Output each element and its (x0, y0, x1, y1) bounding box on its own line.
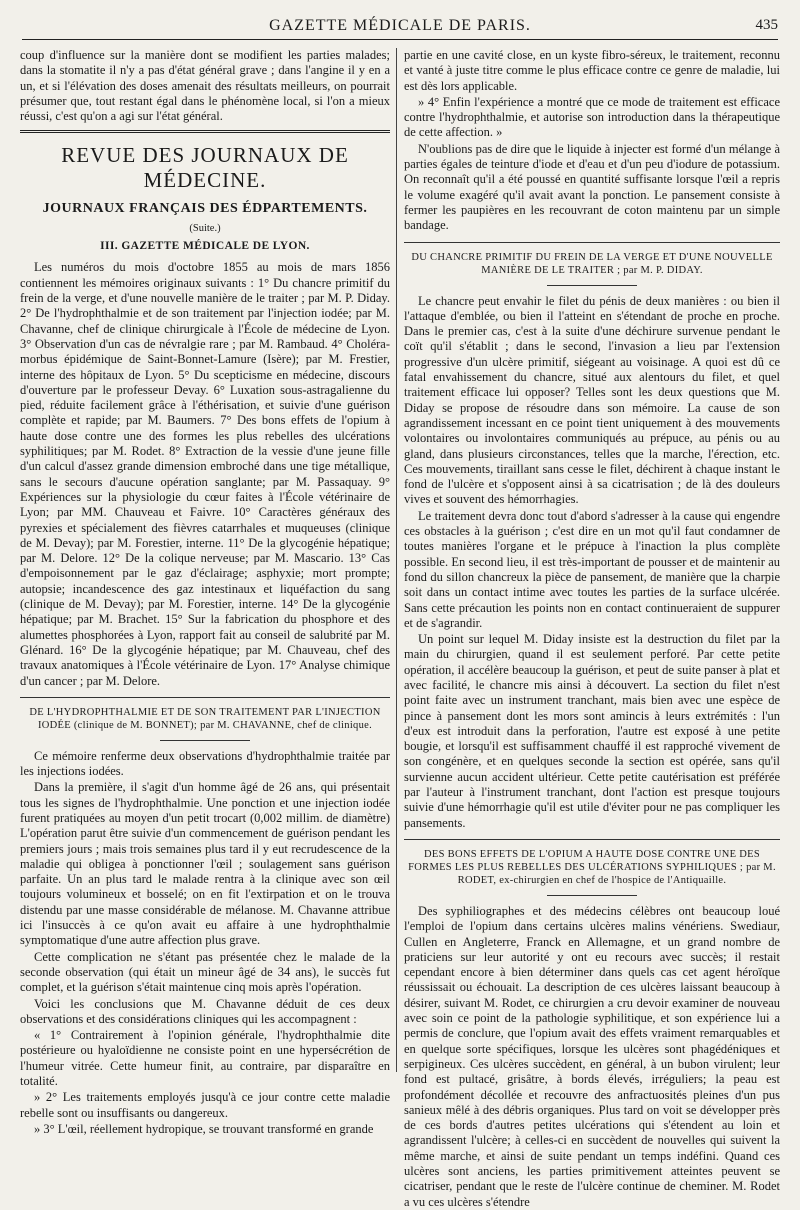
paragraph: Des syphiliographes et des médecins célèbres ont beaucoup loué l'emploi de l'opium dans certains ulcères malins vénériens. Swediaur, Cullen en Angleterre, Franck en Allemagne, et un grand nombre de praticiens sur leur autorité y ont eu recours avec succès; il restait cependant encore à bien déterminer dans quels cas cet agent héroïque réussissait ou échouait. La description de ces ulcères laissant beaucoup à désirer, suivant M. Rodet, ce chirurgien a cru devoir examiner de nouveau avec soin ce point de la pathologie syphilitique, et son expérience lui a permis de conclure, que l'opium avait des effets vraiment remarquables et en quelque sorte spécifiques, lorsque les ulcères sont phagédéniques et serpigineux. Ces ulcères succèdent, en général, à un bubon virulent; leur fond est pultacé, grisâtre, à bords élevés, irréguliers; la peau est profondément décollée et recouvre des anfractuosités pleines d'un pus sanieux mêlé à des débris organiques. Plus tard on voit se développer près de ces bords d'autres petites ulcérations qui s'étendent au loin et agrandissent l'ulcère; à celles-ci en succèdent de nouvelles qui suivent la même marche, et ainsi de suite pendant un temps indéfini. Quand ces ulcères sont anciens, les parties primitivement atteintes peuvent se cicatriser, pendant que le reste de l'ulcère continue de cheminer. M. Rodet a vu ces ulcères s'étendre (404, 903, 780, 1209)
paragraph: Voici les conclusions que M. Chavanne déduit de ces deux observations et des considérations cliniques qui les accompagnent : (20, 996, 390, 1026)
right-column (404, 48, 780, 1209)
article-divider (404, 839, 780, 840)
paragraph: coup d'influence sur la manière dont se modifient les parties malades; dans la stomatite il n'y a pas d'état général grave ; dans l'angine il y en a un, et si l'élévation des doses amenait des résultats meilleurs, on pourrait présumer que, tout restant égal dans le phénomène local, si l'on a mieux réussi, c'est qu'on a agi sur l'état général. (20, 48, 390, 124)
paragraph: Dans la première, il s'agit d'un homme âgé de 26 ans, qui présentait tous les signes de l'hydrophthalmie. Une ponction et une injection iodée furent pratiquées au moyen d'un petit trocart (0,002 millim. de diamètre) L'opération parut être suivie d'un commencement de guérison pendant les premiers jours ; mais trois semaines plus tard il y eut recrudescence de la maladie qui obligea à ponctionner l'œil ; soulagement sans guérison parfaite. Un an plus tard le malade rentra à la clinique avec son œil toujours volumineux et bosselé; on en fit l'extirpation et on le trouva distendu par une masse considérable de mélanose. M. Chavanne attribue ici l'insuccès à ce qu'on avait eu affaire à une hydrophthalmie symptomatique d'une autre affection plus grave. (20, 780, 390, 948)
suite-label: (Suite.) (189, 223, 221, 235)
article-heading: DE L'HYDROPHTHALMIE ET DE SON TRAITEMENT PAR L'INJECTION IODÉE (clinique de M. BONNET); par M. CHAVANNE, chef de clinique. (29, 706, 381, 731)
paragraph: » 2° Les traitements employés jusqu'à ce jour contre cette maladie rebelle sont ou insuffisants ou dangereux. (20, 1090, 390, 1120)
paragraph: N'oublions pas de dire que le liquide à injecter est formé d'un mélange à parties égales de teinture d'iode et d'eau et d'un peu d'iodure de potassium. On reconnaît qu'il a été poussé en quantité suffisante lorsque l'œil a repris le volume exagéré qu'il avait avant la ponction. Le pansement consiste à fermer les paupières en les recouvrant de coton maintenu par un simple bandage. (404, 141, 780, 233)
paragraph: » 4° Enfin l'expérience a montré que ce mode de traitement est efficace contre l'hydrophthalmie, et autorise son introduction dans la thérapeutique de cette affection. » (404, 94, 780, 140)
short-rule (160, 740, 250, 741)
page-header (22, 14, 778, 40)
section-divider (20, 130, 390, 133)
paragraph: Le chancre peut envahir le filet du pénis de deux manières : ou bien il l'attaque d'emblée, ou bien il l'atteint en s'étendant de proche en proche. Dans le premier cas, c'est à la suite d'une déchirure survenue pendant le coït qu'il s'établit ; dans le second, l'invasion a lieu par l'extension progressive d'un ulcère primitif, siégeant au voisinage. A quoi est dû ce fatal envahissement du chancre, situé aux alentours du filet, et quel traitement efficace lui opposer? Telles sont les deux questions que M. Diday se propose de résoudre dans son mémoire. La cause de son agrandissement incessant en ce point tient uniquement à des mouvements volontaires ou involontaires communiqués au prépuce, au pénis ou au gland, dans plusieurs circonstances, telles que la marche, l'érection, etc. Ces mouvements, tiraillant sans cesse le filet, déchirent à chaque instant le fond de l'ulcère et s'opposent ainsi à sa cicatrisation ; de là des douleurs vives et souvent des hémorrhagies. (404, 293, 780, 507)
article-heading: DES BONS EFFETS DE L'OPIUM A HAUTE DOSE CONTRE UNE DES FORMES LES PLUS REBELLES DES ULCÉRATIONS SYPHILIQUES ; par M. RODET, ex-chirurgien en chef de l'hospice de l'Antiquaille. (408, 848, 776, 886)
article-heading: DU CHANCRE PRIMITIF DU FREIN DE LA VERGE ET D'UNE NOUVELLE MANIÈRE DE LE TRAITER ; par M. P. DIDAY. (411, 251, 773, 276)
paragraph: « 1° Contrairement à l'opinion générale, l'hydrophthalmie dite postérieure ou hyaloïdienne ne consiste point en une hypersécrétion de l'humeur vitrée. Cette humeur finit, au contraire, par disparaître en totalité. (20, 1028, 390, 1089)
paragraph: » 3° L'œil, réellement hydropique, se trouvant transformé en grande (34, 1121, 374, 1136)
column-divider (396, 48, 397, 1072)
article-divider (404, 242, 780, 243)
paragraph: Cette complication ne s'étant pas présentée chez le malade de la seconde observation (qui était un mineur âgé de 34 ans), le succès fut complet, et la guérison s'était maintenue cinq mois après l'opération. (20, 949, 390, 995)
section-title: REVUE DES JOURNAUX DE MÉDECINE. (61, 143, 349, 193)
paragraph: Un point sur lequel M. Diday insiste est la destruction du filet par la main du chirurgien, quand il est seulement perforé. Par cette petite opération, il accélère beaucoup la guérison, et peut de suite panser à plat et avec facilité, le chancre mis ainsi à découvert. La section du filet n'est point faite avec un instrument tranchant, mais bien avec une espèce de pince à pansement dont les mors sont amincis à leurs extrémités : l'un d'eux est introduit dans la perforation, l'autre est exposé à une petite bougie, et lorsqu'il est suffisamment chauffé il est rapproché vivement de son congénère, et en quelques seconde la section est opérée, sans qu'il survienne aucun accident ultérieur. Cette petite cautérisation est préférée par l'auteur à l'instrument tranchant, dont l'action est presque toujours suivie d'une hémorrhagie qu'il est utile d'éviter pour ne pas compliquer les pansements. (404, 632, 780, 830)
journal-title: GAZETTE MÉDICALE DE PARIS. (269, 17, 531, 34)
article-divider (20, 697, 390, 698)
section-subtitle: JOURNAUX FRANÇAIS DES ÉDPARTEMENTS. (42, 201, 368, 217)
subsection-title: III. GAZETTE MÉDICALE DE LYON. (100, 240, 310, 253)
paragraph: Ce mémoire renferme deux observations d'hydrophthalmie traitée par les injections iodées. (20, 748, 390, 779)
short-rule (547, 895, 637, 896)
paragraph: Les numéros du mois d'octobre 1855 au mois de mars 1856 contiennent les mémoires originaux suivants : 1° Du chancre primitif du frein de la verge, et d'une nouvelle manière de le traiter ; par M. P. Diday. 2° De l'hydrophthalmie et de son traitement par l'injection iodée; par M. Chavanne, chef de clinique chirurgicale à l'École de médecine de Lyon. 3° Observation d'un cas de névralgie rare ; par M. Rambaud. 4° Choléra-morbus épidémique de Saint-Bonnet-Lamure (Isère); par M. Frestier, interne des hôpitaux de Lyon. 5° Du scepticisme en médecine, discours d'ouverture par le professeur Devay. 6° Luxation sous-astragalienne du pied, réduite facilement grâce à l'éthérisation, et suivie d'une guérison complète et rapide; par M. Baumers. 7° Des bons effets de l'opium à haute dose contre une des formes les plus rebelles des ulcérations syphilitiques; par M. Rodet. 8° Extraction de la vessie d'une jeune fille d'un calcul d'assez grande dimension embroché dans une tige métallique, sans le secours d'aucune opération sanglante; par M. Passaquay. 9° Expériences sur la physiologie du cœur faites à l'École vétérinaire de Lyon; par MM. Chauveau et Faivre. 10° Caractères généraux des pyrexies et spécialement des fièvres catarrhales et muqueuses (clinique de M. Devay); par M. Forestier, interne. 11° De la glycogénie hépatique; par M. Delore. 12° De la colique nerveuse; par M. Mascario. 13° Cas d'empoisonnement par le gaz d'éclairage; asphyxie; mort prompte; autopsie; incandescence des gaz intestinaux et liquéfaction du sang (clinique de M. Devay); par M. Forestier, interne. 14° De la glycogénie hépatique; par M. Brachet. 15° Sur la fabrication du phosphore et des alumettes phosphorées à Lyon, rapport fait au conseil de salubrité par M. Glénard. 16° De la glycogénie hépatique; par M. Chauveau, chef des travaux anatomiques à l'École vétérinaire de Lyon. 17° Analyse chimique d'un cancer ; par M. Delore. (20, 260, 390, 688)
paragraph: Le traitement devra donc tout d'abord s'adresser à la cause qui engendre ces obstacles à la guérison ; c'est dire en un mot qu'il faut condamner de toutes manières l'organe et le prépuce à l'inaction la plus complète possible. En second lieu, il est très-important de pousser et de maintenir au fond du sillon chancreux la pièce de pansement, de manière que la charpie soit dans un contact intime avec toutes les parties de la surface ulcérée. Sans cette précaution les points non en contact continueraient de suppurer et de s'agrandir. (404, 508, 780, 630)
left-column (20, 48, 390, 1136)
short-rule (547, 285, 637, 286)
page-number: 435 (755, 17, 778, 33)
paragraph: partie en une cavité close, en un kyste fibro-séreux, le traitement, reconnu et vanté à juste titre comme le plus efficace contre ce genre de maladie, lui est dès lors applicable. (404, 48, 780, 93)
